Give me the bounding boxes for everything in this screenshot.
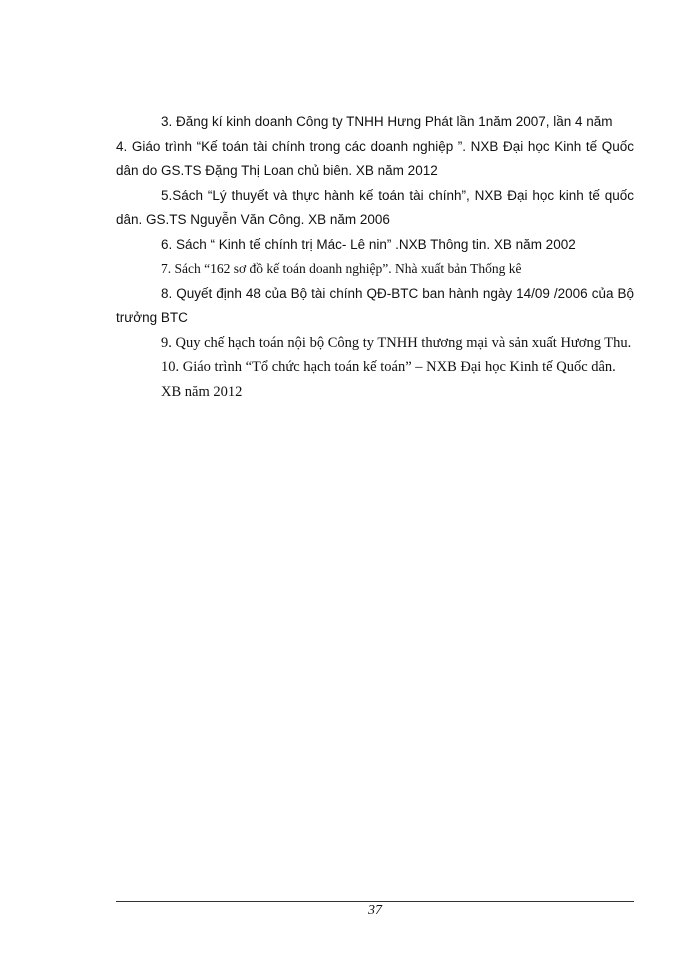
reference-item-7: 7. Sách “162 sơ đồ kế toán doanh nghiệp”. Nhà xuất bản Thống kê bbox=[161, 261, 522, 276]
reference-item-10-continued: XB năm 2012 bbox=[161, 383, 243, 400]
reference-item-6: 6. Sách “ Kinh tế chính trị Mác- Lê nin” .NXB Thông tin. XB năm 2002 bbox=[161, 236, 576, 252]
reference-item-5: 5.Sách “Lý thuyết và thực hành kế toán tài chính”, NXB Đại học kinh tế quốc dân. GS.TS Nguyễn Văn Công. XB năm 2006 bbox=[116, 187, 634, 227]
page-number: 37 bbox=[368, 903, 382, 918]
reference-item-9: 9. Quy chế hạch toán nội bộ Công ty TNHH thương mại và sản xuất Hương Thu. bbox=[161, 334, 632, 351]
footer-divider bbox=[116, 901, 634, 902]
reference-item-3: 3. Đăng kí kinh doanh Công ty TNHH Hưng Phát lần 1năm 2007, lần 4 năm bbox=[161, 114, 613, 129]
reference-item-8: 8. Quyết định 48 của Bộ tài chính QĐ-BTC ban hành ngày 14/09 /2006 của Bộ trưởng BTC bbox=[116, 285, 634, 325]
reference-item-4: 4. Giáo trình “Kế toán tài chính trong các doanh nghiệp ”. NXB Đại học Kinh tế Quốc dân do GS.TS Đặng Thị Loan chủ biên. XB năm 2012 bbox=[116, 138, 634, 178]
reference-item-10: 10. Giáo trình “Tổ chức hạch toán kế toán” – NXB Đại học Kinh tế Quốc dân. bbox=[161, 359, 616, 375]
reference-list bbox=[116, 110, 634, 404]
